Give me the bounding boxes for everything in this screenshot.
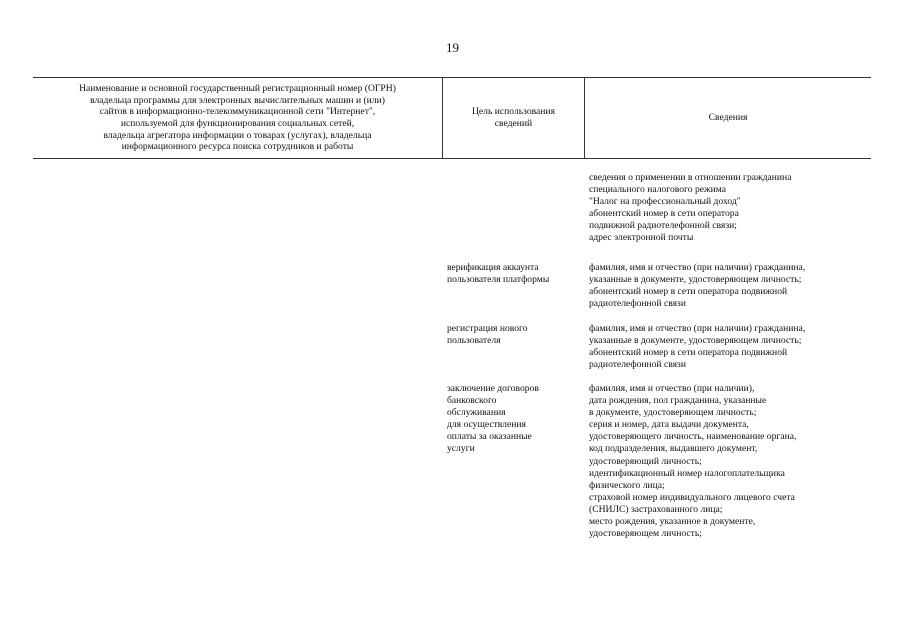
text-line: оплаты за оказанные [447, 431, 532, 443]
text-line: указанные в документе, удостоверяющем личность; [589, 274, 802, 286]
text-line: физического лица; [589, 479, 665, 491]
text-line: абонентский номер в сети оператора подвижной [589, 347, 788, 359]
text-line: для осуществления [447, 419, 526, 431]
header-info [585, 78, 871, 158]
text-line: радиотелефонной связи [589, 359, 686, 371]
text-line: фамилия, имя и отчество (при наличии) гражданина, [589, 262, 806, 273]
text-line: фамилия, имя и отчество (при наличии) гражданина, [589, 323, 806, 334]
header-purpose [443, 78, 584, 158]
text-line: в документе, удостоверяющем личность; [589, 407, 757, 419]
text-line: идентификационный номер налогоплательщика [589, 467, 785, 479]
text-line: заключение договоров [447, 383, 539, 394]
text-line: специального налогового режима [589, 184, 727, 196]
text-line: страховой номер индивидуального лицевого счета [589, 491, 795, 503]
header-line: сайтов в информационно-телекоммуникационной сети "Интернет", [99, 106, 376, 118]
header-line: используемой для функционирования социальных сетей, [120, 118, 355, 129]
text-line: "Налог на профессиональный доход" [589, 196, 741, 208]
row-purpose-4 [447, 383, 539, 456]
row-info-2 [589, 262, 805, 310]
header-line: владельца программы для электронных вычислительных машин и (или) [90, 94, 385, 106]
row-info-3 [589, 323, 805, 371]
text-line: удостоверяющий личность; [589, 455, 702, 467]
text-line: абонентский номер в сети оператора [589, 208, 739, 220]
text-line: обслуживания [447, 407, 506, 419]
header-line: Цель использования [472, 106, 555, 118]
text-line: сведения о применении в отношении гражданина [589, 172, 792, 183]
text-line: радиотелефонной связи [589, 298, 686, 310]
page-number: 19 [446, 40, 459, 55]
header-line: Сведения [708, 112, 748, 124]
text-line: услуги [447, 443, 475, 455]
text-line: серия и номер, дата выдачи документа, [589, 419, 749, 431]
row-purpose-2 [447, 262, 549, 286]
text-line: код подразделения, выдавшего документ, [589, 443, 758, 455]
header-line: информационного ресурса поиска сотрудников и работы [121, 141, 354, 153]
text-line: дата рождения, пол гражданина, указанные [589, 395, 767, 407]
text-line: место рождения, указанное в документе, [589, 516, 756, 528]
text-line: пользователя платформы [447, 274, 550, 286]
text-line: удостоверяющего личность, наименование органа, [589, 431, 797, 443]
row-info-4 [589, 383, 796, 540]
header-bottom-rule [33, 158, 871, 159]
text-line: фамилия, имя и отчество (при наличии), [589, 383, 755, 394]
text-line: банковского [447, 395, 497, 407]
text-line: (СНИЛС) застрахованного лица; [589, 503, 723, 515]
text-line: абонентский номер в сети оператора подвижной [589, 286, 788, 298]
text-line: адрес электронной почты [589, 232, 694, 244]
row-info-1 [589, 172, 791, 245]
header-line: сведений [494, 118, 533, 129]
header-line: Наименование и основной государственный регистрационный номер (ОГРН) [79, 83, 396, 95]
header-owner-name [33, 78, 442, 158]
text-line: пользователя [447, 335, 501, 347]
text-line: регистрация нового [447, 323, 528, 334]
text-line: верификация аккаунта [447, 262, 539, 273]
row-purpose-3 [447, 323, 528, 347]
text-line: удостоверяющем личность; [589, 528, 702, 540]
text-line: указанные в документе, удостоверяющем личность; [589, 335, 802, 347]
text-line: подвижной радиотелефонной связи; [589, 220, 737, 232]
header-line: владельца агрегатора информации о товарах (услугах), владельца [103, 129, 372, 141]
